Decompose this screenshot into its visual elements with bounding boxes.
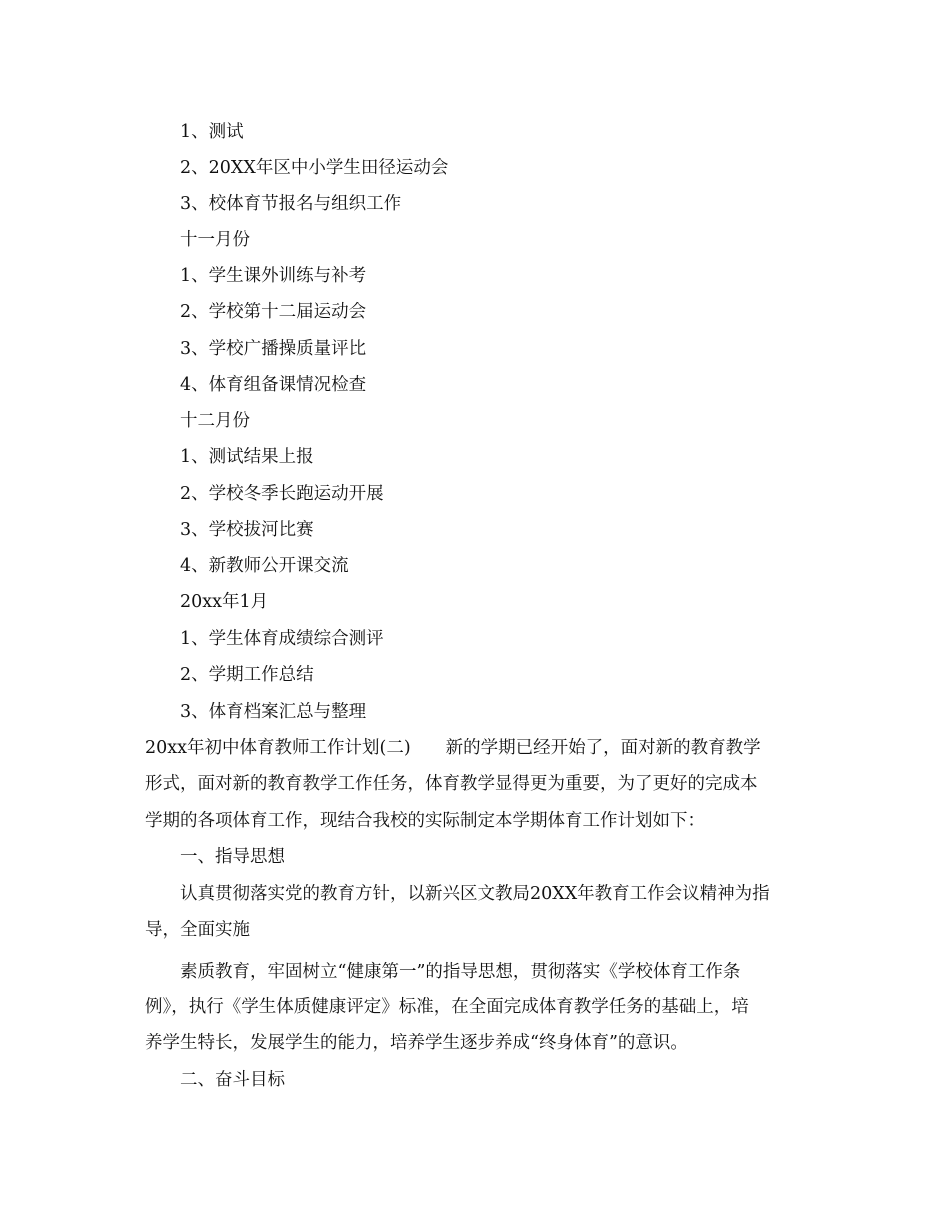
- list-item: 1、测试: [180, 122, 244, 142]
- paragraph-line: 导，全面实施: [145, 920, 250, 940]
- list-item: 1、学生体育成绩综合测评: [180, 629, 384, 649]
- list-item: 3、体育档案汇总与整理: [180, 702, 367, 722]
- paragraph-line: 形式，面对新的教育教学工作任务，体育教学显得更为重要，为了更好的完成本: [145, 774, 758, 794]
- paragraph-line: 例》，执行《学生体质健康评定》标准，在全面完成体育教学任务的基础上，培: [145, 997, 749, 1017]
- list-item: 2、学校第十二届运动会: [180, 302, 367, 322]
- list-item: 1、测试结果上报: [180, 447, 314, 467]
- section-heading: 十二月份: [180, 411, 250, 431]
- section-heading: 十一月份: [180, 230, 250, 250]
- paragraph-line: 学期的各项体育工作，现结合我校的实际制定本学期体育工作计划如下：: [145, 811, 705, 831]
- list-item: 4、新教师公开课交流: [180, 556, 349, 576]
- paragraph-line: 素质教育，牢固树立“健康第一”的指导思想，贯彻落实《学校体育工作条: [180, 962, 741, 982]
- section-heading: 20xx年1月: [180, 592, 269, 612]
- list-item: 2、学校冬季长跑运动开展: [180, 484, 384, 504]
- list-item: 2、20XX年区中小学生田径运动会: [180, 158, 449, 178]
- section-heading: 一、指导思想: [180, 847, 285, 867]
- paragraph-line: 认真贯彻落实党的教育方针，以新兴区文教局20XX年教育工作会议精神为指: [180, 884, 770, 904]
- list-item: 1、学生课外训练与补考: [180, 266, 367, 286]
- paragraph-line: 养学生特长，发展学生的能力，培养学生逐步养成“终身体育”的意识。: [145, 1033, 688, 1053]
- paragraph-line: 20xx年初中体育教师工作计划(二) 新的学期已经开始了，面对新的教育教学: [145, 738, 761, 758]
- list-item: 3、学校广播操质量评比: [180, 339, 367, 359]
- section-heading: 二、奋斗目标: [180, 1070, 285, 1090]
- list-item: 2、学期工作总结: [180, 665, 314, 685]
- list-item: 3、校体育节报名与组织工作: [180, 194, 402, 214]
- list-item: 4、体育组备课情况检查: [180, 375, 367, 395]
- list-item: 3、学校拔河比赛: [180, 520, 314, 540]
